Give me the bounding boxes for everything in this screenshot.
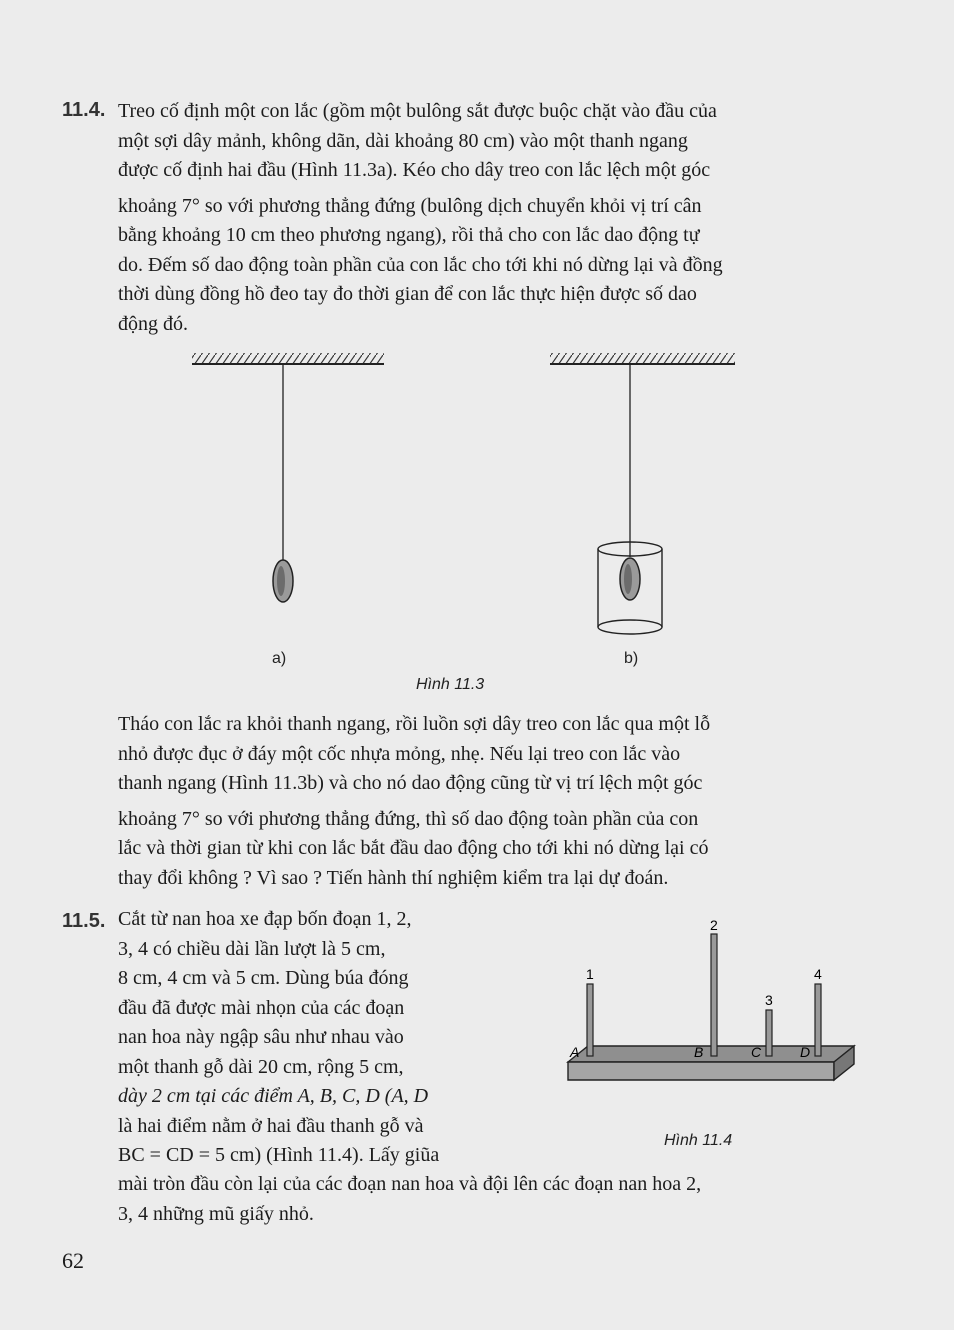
bolt-a: [273, 560, 293, 602]
spoke-rod-3: [766, 1010, 772, 1056]
text-line: khoảng 7° so với phương thẳng đứng, thì số dao động toàn phần của con: [118, 807, 699, 830]
rod-label-3: 3: [765, 992, 773, 1008]
support-bar-b: [550, 353, 735, 364]
text-line: dày 2 cm tại các điểm A, B, C, D (A, D: [118, 1085, 429, 1107]
spoke-rod-2: [711, 934, 717, 1056]
text-line: nan hoa này ngập sâu như nhau vào: [118, 1026, 404, 1048]
text-line: đầu đã được mài nhọn của các đoạn: [118, 996, 405, 1019]
figure-11-4: [548, 912, 868, 1102]
text-line: được cố định hai đầu (Hình 11.3a). Kéo cho dây treo con lắc lệch một góc: [118, 159, 711, 181]
problem-11-4-paragraph-2: [118, 710, 860, 893]
text-line: BC = CD = 5 cm) (Hình 11.4). Lấy giũa: [118, 1144, 440, 1166]
text-line: động đó.: [118, 312, 188, 335]
figure-11-3-caption: Hình 11.3: [416, 676, 485, 693]
text-line: thanh ngang (Hình 11.3b) và cho nó dao động cũng từ vị trí lệch một góc: [118, 772, 703, 794]
text-line: mài tròn đầu còn lại của các đoạn nan hoa và đội lên các đoạn nan hoa 2,: [118, 1173, 702, 1195]
text-line: thay đổi không ? Vì sao ? Tiến hành thí nghiệm kiểm tra lại dự đoán.: [118, 866, 669, 889]
point-label-b: B: [694, 1044, 704, 1060]
text-line: nhỏ được đục ở đáy một cốc nhựa mỏng, nhẹ. Nếu lại treo con lắc vào: [118, 742, 681, 765]
text-line: thời dùng đồng hồ đeo tay đo thời gian để con lắc thực hiện được số dao: [118, 283, 697, 305]
point-label-d: D: [800, 1044, 811, 1060]
figure-label-a: a): [272, 650, 287, 667]
spoke-rod-1: [587, 984, 593, 1056]
figure-11-4-caption: Hình 11.4: [664, 1132, 733, 1149]
bolt-b: [620, 558, 640, 600]
text-line: một thanh gỗ dài 20 cm, rộng 5 cm,: [118, 1055, 404, 1078]
problem-11-5-narrow-text: [118, 905, 496, 1171]
support-bar-a: [192, 353, 384, 364]
text-line: lắc và thời gian từ khi con lắc bắt đầu dao động cho tới khi nó dừng lại có: [118, 837, 709, 859]
rod-label-2: 2: [710, 917, 718, 933]
text-line: 8 cm, 4 cm và 5 cm. Dùng búa đóng: [118, 967, 409, 989]
figure-11-3: [180, 345, 760, 650]
text-line: một sợi dây mảnh, không dãn, dài khoảng 80 cm) vào một thanh ngang: [118, 129, 688, 152]
figure-label-b: b): [624, 650, 639, 667]
text-line: bằng khoảng 10 cm theo phương ngang), rồi thả cho con lắc dao động tự: [118, 224, 700, 246]
text-line: Tháo con lắc ra khỏi thanh ngang, rồi luồn sợi dây treo con lắc qua một lỗ: [118, 713, 711, 735]
problem-11-5-number: 11.5.: [62, 910, 106, 932]
problem-11-4-paragraph-1: [118, 97, 860, 339]
page-number: 62: [62, 1248, 84, 1273]
text-line: 3, 4 những mũ giấy nhỏ.: [118, 1202, 314, 1225]
problem-11-4-number: 11.4.: [62, 99, 106, 121]
point-label-c: C: [751, 1044, 762, 1060]
text-line: Cắt từ nan hoa xe đạp bốn đoạn 1, 2,: [118, 908, 412, 930]
rod-label-1: 1: [586, 966, 594, 982]
text-line: do. Đếm số dao động toàn phần của con lắc cho tới khi nó dừng lại và đồng: [118, 253, 723, 276]
text-line: 3, 4 có chiều dài lần lượt là 5 cm,: [118, 937, 386, 960]
point-label-a: A: [570, 1044, 580, 1060]
text-line: khoảng 7° so với phương thẳng đứng (bulông dịch chuyển khỏi vị trí cân: [118, 194, 702, 217]
spoke-rod-4: [815, 984, 821, 1056]
problem-11-5-full-text: [118, 1170, 860, 1229]
text-line: là hai điểm nằm ở hai đầu thanh gỗ và: [118, 1114, 424, 1137]
rod-label-4: 4: [814, 966, 822, 982]
text-line: Treo cố định một con lắc (gồm một bulông sắt được buộc chặt vào đầu của: [118, 100, 717, 122]
